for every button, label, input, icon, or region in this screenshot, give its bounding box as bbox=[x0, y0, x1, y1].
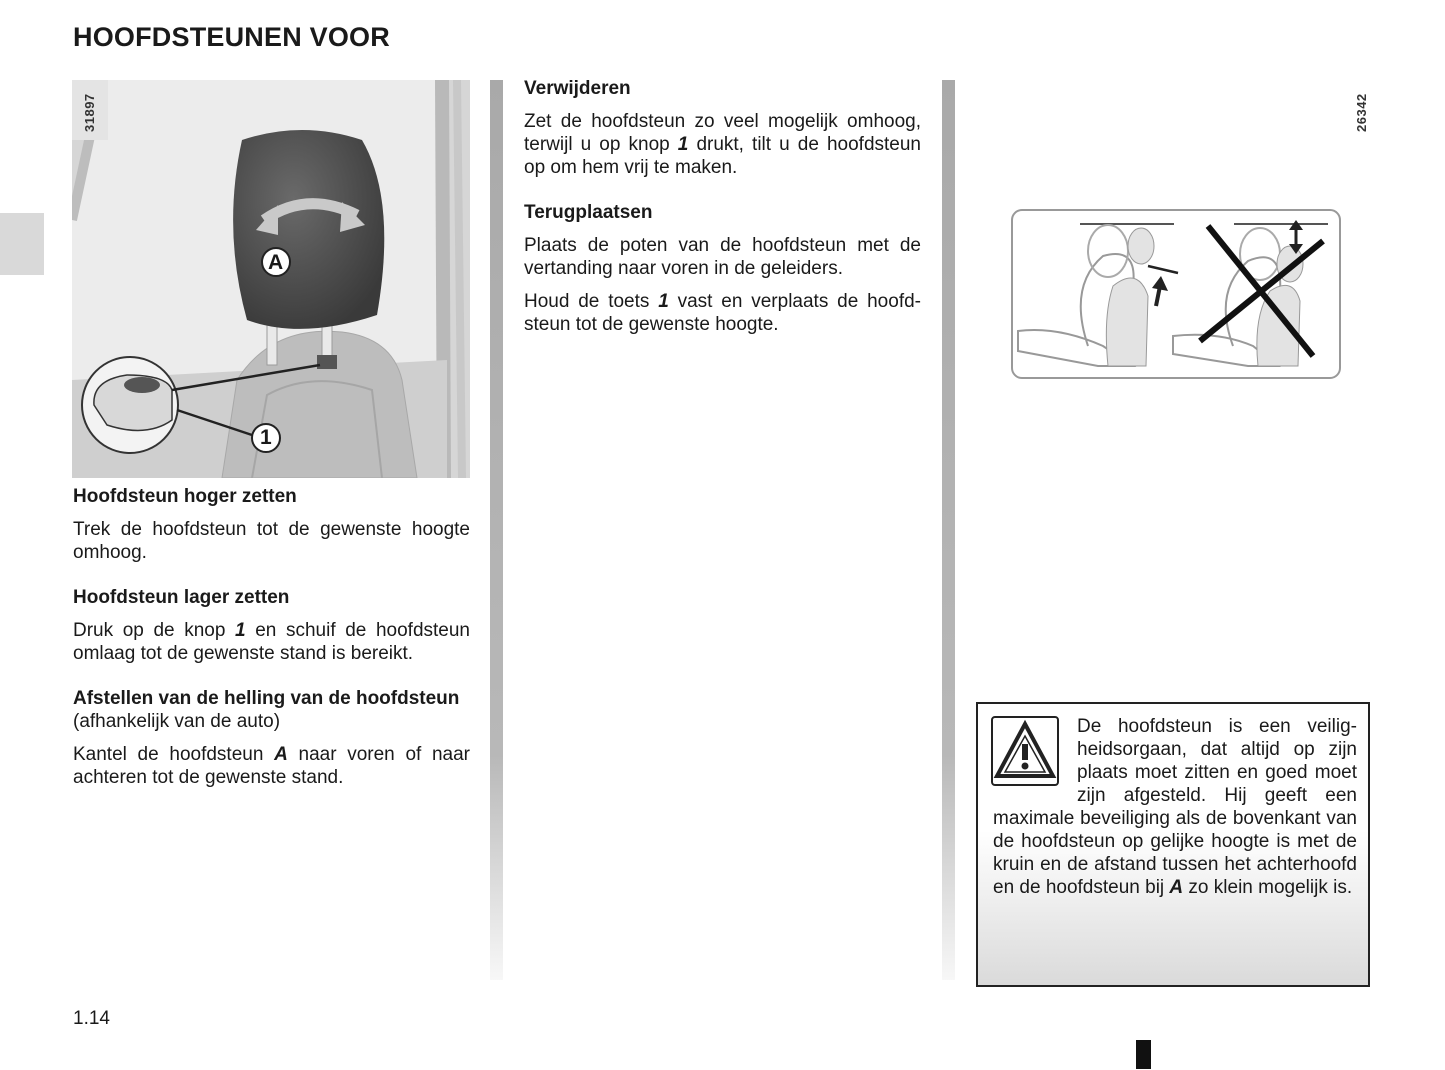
headrest-drawing bbox=[72, 80, 470, 478]
text-remove: Zet de hoofdsteun zo veel mogelijk omhoog, terwijl u op knop 1 drukt, tilt u de hoofdsteun op om hem vrij te maken. bbox=[524, 111, 922, 178]
heading-tilt: Afstellen van de helling van de hoofdsteun bbox=[73, 688, 460, 709]
column-1 bbox=[73, 485, 470, 789]
heading-tilt-sub: (afhankelijk van de auto) bbox=[73, 711, 281, 732]
label-A: A bbox=[268, 251, 284, 274]
warning-text: De hoofdsteun is een veiligheidsorgaan, dat altijd op zijn plaats moet zitten en goed moet zijn afgesteld. Hij geeft een maximale beveiliging als de bovenkant van de hoofdsteun op gelijke hoogte is met de kruin en de afstand tussen het achterhoofd en de hoofdsteun bij A zo klein mogelijk is. bbox=[993, 716, 1357, 898]
column-divider-1 bbox=[490, 80, 503, 980]
label-1: 1 bbox=[260, 426, 272, 449]
headrest-illustration bbox=[72, 80, 470, 478]
page-number: 1.14 bbox=[73, 1008, 110, 1029]
heading-lower: Hoofdsteun lager zetten bbox=[73, 587, 290, 608]
section-tab bbox=[0, 213, 44, 275]
text-lower: Druk op de knop 1 en schuif de hoofdsteun omlaag tot de gewenste stand is bereikt. bbox=[73, 620, 471, 664]
warning-box bbox=[976, 702, 1370, 987]
column-divider-2 bbox=[942, 80, 955, 980]
figure-code: 31897 bbox=[82, 93, 97, 132]
text-tilt: Kantel de hoofdsteun A naar voren of naar achteren tot de gewenste stand. bbox=[73, 744, 470, 788]
text-refit: Plaats de poten van de hoofdsteun met de vertanding naar voren in de geleiders. bbox=[524, 235, 921, 279]
text-refit-2: Houd de toets 1 vast en verplaats de hoofdsteun tot de gewenste hoogte. bbox=[524, 291, 921, 335]
page-title: HOOFDSTEUNEN VOOR bbox=[73, 22, 390, 52]
corner-mark bbox=[1136, 1040, 1151, 1069]
heading-remove: Verwijderen bbox=[524, 78, 631, 99]
headrest-position-diagram bbox=[1008, 206, 1344, 386]
column-2 bbox=[524, 77, 921, 336]
figure-code-right: 26342 bbox=[1354, 93, 1369, 132]
text-raise: Trek de hoofdsteun tot de gewenste hoogte omhoog. bbox=[73, 519, 470, 563]
heading-raise: Hoofdsteun hoger zetten bbox=[73, 486, 297, 507]
heading-refit: Terugplaatsen bbox=[524, 202, 653, 223]
